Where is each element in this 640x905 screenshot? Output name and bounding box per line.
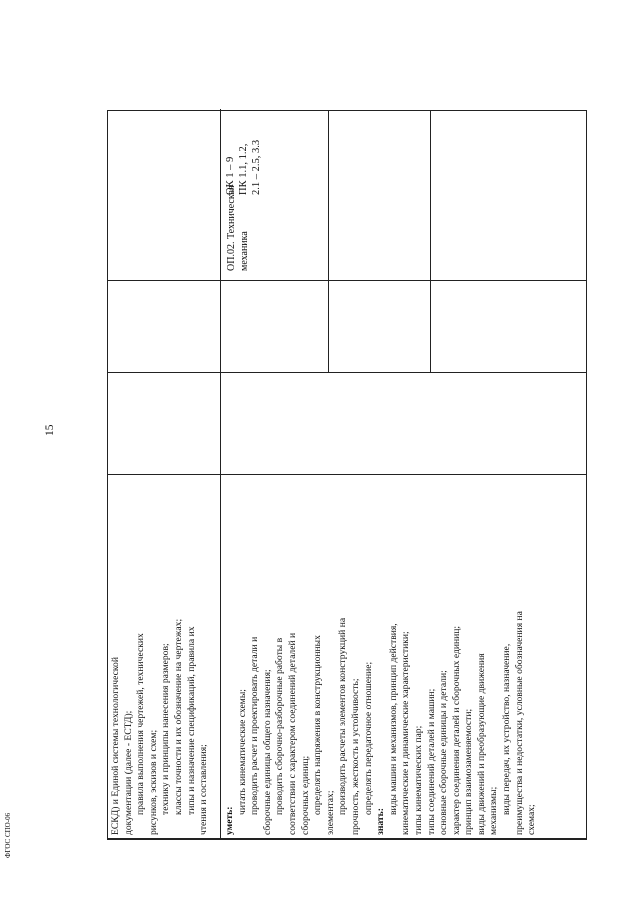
footer-code: ФГОС СПО-06 bbox=[4, 812, 12, 858]
content-line: кинематические и динамические характеристики; bbox=[400, 631, 412, 835]
content-line: виды машин и механизмов, принцип действия, bbox=[387, 623, 399, 815]
competences-line-1: ОК 1 – 9 bbox=[225, 156, 236, 195]
content-line: проводить сборочно-разборочные работы в bbox=[274, 637, 286, 815]
row-line-seg bbox=[220, 109, 221, 839]
module-name-line-1: ОП.02. Техническая bbox=[226, 185, 237, 271]
content-line: уметь: bbox=[224, 806, 235, 835]
content-line: знать: bbox=[375, 808, 387, 835]
row-line-3 bbox=[430, 111, 431, 373]
competences-cell bbox=[224, 140, 263, 195]
col-line-2 bbox=[108, 372, 586, 373]
content-line: ЕСКД) и Единой системы технологической bbox=[110, 657, 121, 835]
content-line: прочность, жесткость и устойчивость; bbox=[349, 678, 361, 835]
content-line: схемах; bbox=[526, 804, 538, 835]
content-line: определять передаточное отношение; bbox=[362, 661, 374, 815]
content-line: рисунков, эскизов и схем; bbox=[147, 729, 159, 835]
module-name-line-2: механика bbox=[238, 231, 250, 271]
content-line: классы точности и их обозначение на чертежах; bbox=[172, 618, 184, 815]
content-line: чтения и составления; bbox=[198, 744, 210, 835]
content-line: типы кинематических пар; bbox=[412, 725, 424, 835]
content-line: сборочные единицы общего назначения; bbox=[261, 669, 273, 835]
content-line: типы и назначение спецификаций, правила их bbox=[185, 626, 197, 815]
content-line: основные сборочные единицы и детали; bbox=[438, 670, 450, 835]
row-line-2 bbox=[328, 111, 329, 373]
content-line: проводить расчет и проектировать детали и bbox=[249, 636, 261, 815]
module-name-cell bbox=[226, 185, 251, 271]
content-line: механизмы; bbox=[488, 786, 500, 835]
content-line: преимущества и недостатки, условные обозначения на bbox=[513, 611, 525, 835]
page-number: 15 bbox=[44, 424, 56, 436]
col-line-1 bbox=[108, 474, 586, 475]
content-line: соответствии с характером соединений деталей и bbox=[286, 632, 298, 835]
col-line-3 bbox=[108, 280, 586, 281]
content-line: читать кинематические схемы; bbox=[236, 689, 248, 815]
content-line: производить расчеты элементов конструкций на bbox=[337, 617, 349, 815]
content-line: характер соединения деталей и сборочных единиц; bbox=[450, 625, 462, 835]
content-line: сборочных единиц; bbox=[299, 755, 311, 835]
content-cell-row1 bbox=[110, 619, 211, 835]
content-line: определять напряжения в конструкционных bbox=[312, 635, 324, 815]
content-line: виды передач, их устройство, назначение, bbox=[501, 643, 513, 815]
col-line-0 bbox=[108, 838, 586, 839]
content-cell-row2 bbox=[224, 611, 539, 835]
content-line: виды движений и преобразующие движения bbox=[475, 653, 487, 835]
content-line: документации (далее - ЕСТД); bbox=[122, 710, 134, 835]
content-line: типы соединений деталей и машин; bbox=[425, 688, 437, 835]
content-line: элементах; bbox=[324, 790, 336, 835]
content-line: технику и принципы нанесения размеров; bbox=[160, 643, 172, 815]
content-line: правила выполнения чертежей, технических bbox=[135, 633, 147, 815]
content-line: принцип взаимозаменяемости; bbox=[463, 708, 475, 835]
competences-line-2: ПК 1.1, 1.2, bbox=[238, 143, 249, 195]
curriculum-table bbox=[107, 110, 587, 840]
competences-line-3: 2.1 – 2.5, 3.3 bbox=[251, 139, 262, 195]
